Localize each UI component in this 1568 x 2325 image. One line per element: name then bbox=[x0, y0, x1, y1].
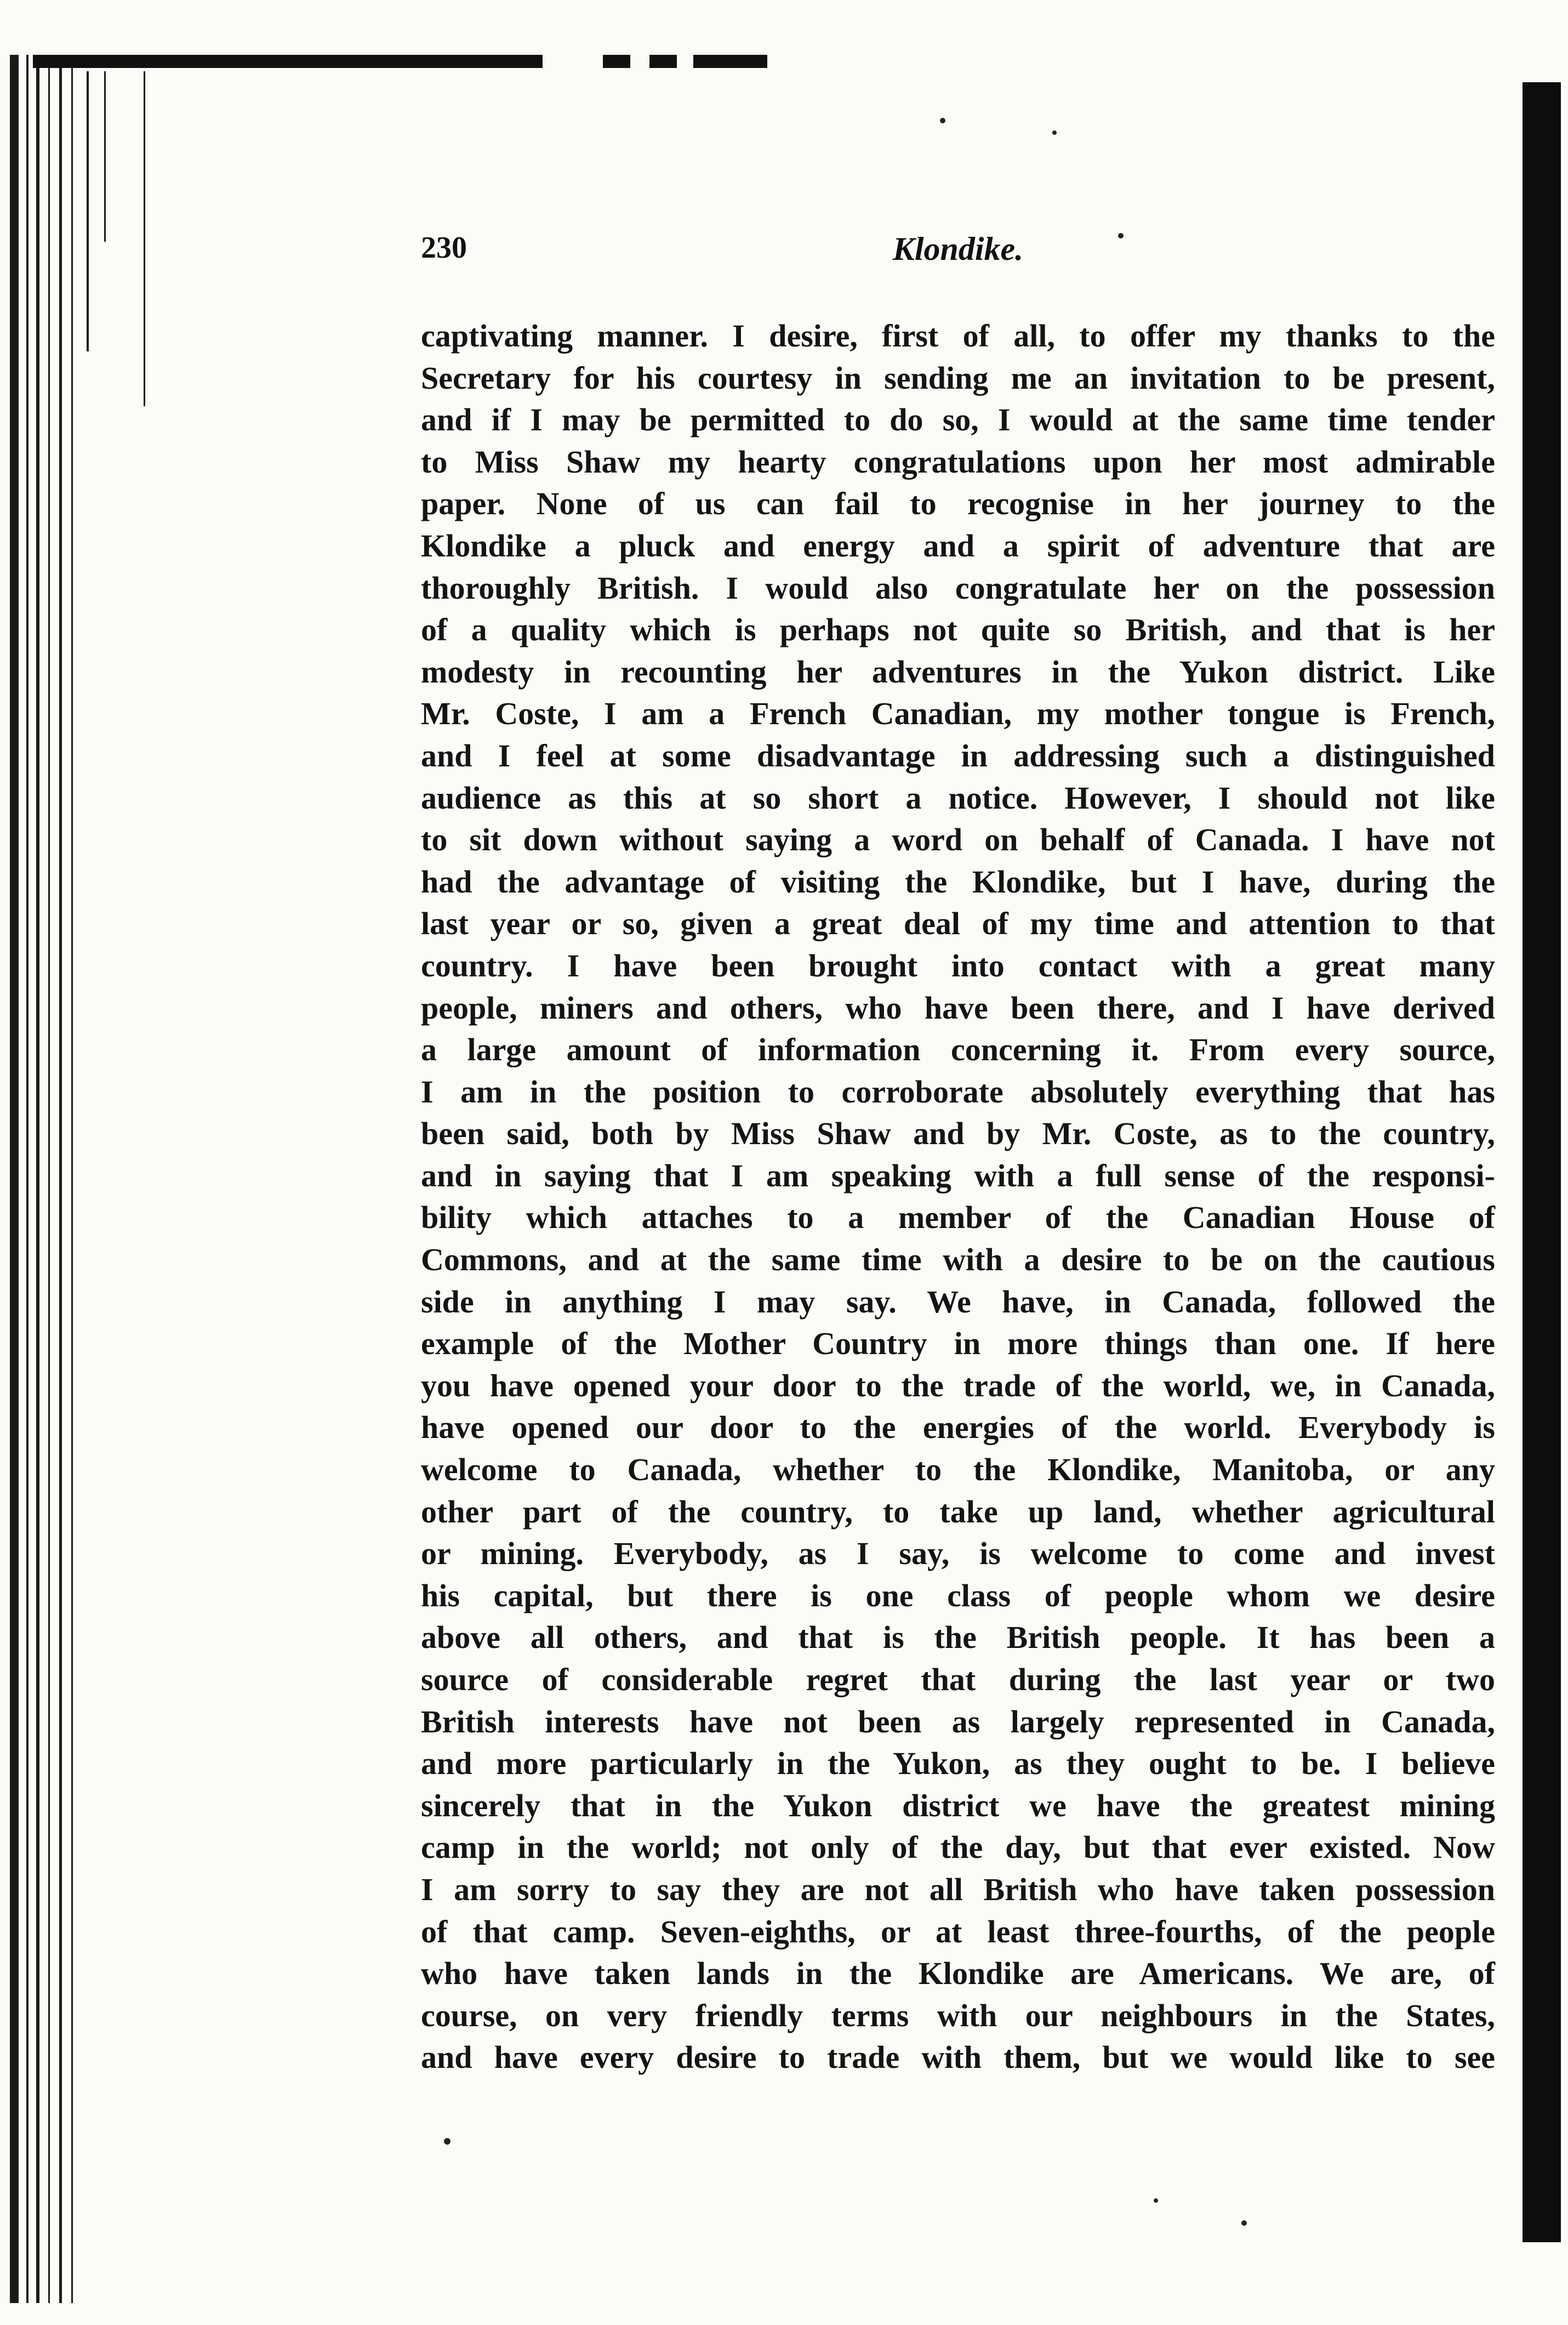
text-line: example of the Mother Country in more things than one. If here bbox=[421, 1326, 1495, 1362]
text-line: I am sorry to say they are not all British who have taken possession bbox=[421, 1871, 1495, 1907]
text-line: of a quality which is perhaps not quite so British, and that is her bbox=[421, 612, 1495, 648]
text-line: Mr. Coste, I am a French Canadian, my mother tongue is French, bbox=[421, 696, 1495, 732]
top-scan-rule-segment bbox=[603, 55, 630, 68]
page-number: 230 bbox=[421, 231, 467, 265]
text-line: side in anything I may say. We have, in Canada, followed the bbox=[421, 1283, 1495, 1320]
text-line: sincerely that in the Yukon district we have the greatest mining bbox=[421, 1787, 1495, 1823]
text-line: captivating manner. I desire, first of all, to offer my thanks to the bbox=[421, 318, 1495, 354]
text-line: bility which attaches to a member of the Canadian House of bbox=[421, 1200, 1495, 1236]
text-line: and more particularly in the Yukon, as they ought to be. I believe bbox=[421, 1746, 1495, 1782]
text-line: of that camp. Seven-eighths, or at least three-fourths, of the people bbox=[421, 1913, 1495, 1949]
text-line: and in saying that I am speaking with a full sense of the responsi- bbox=[421, 1157, 1495, 1193]
text-line: people, miners and others, who have been there, and I have derived bbox=[421, 990, 1495, 1026]
text-line: thoroughly British. I would also congratulate her on the possession bbox=[421, 570, 1495, 606]
text-line: course, on very friendly terms with our neighbours in the States, bbox=[421, 1997, 1495, 2033]
text-line: British interests have not been as largely represented in Canada, bbox=[421, 1703, 1495, 1740]
top-scan-rule bbox=[33, 55, 543, 68]
text-line: who have taken lands in the Klondike are Americans. We are, of bbox=[421, 1955, 1495, 1992]
ink-speck bbox=[1241, 2220, 1247, 2226]
text-line: and if I may be permitted to do so, I would at the same time tender bbox=[421, 402, 1495, 438]
top-scan-rule-segment bbox=[693, 55, 767, 68]
text-line: Secretary for his courtesy in sending me an invitation to be present, bbox=[421, 360, 1495, 396]
text-line: and have every desire to trade with them, but we would like to see bbox=[421, 2039, 1495, 2076]
text-line: to sit down without saying a word on behalf of Canada. I have not bbox=[421, 822, 1495, 858]
binding-edge bbox=[0, 0, 230, 2325]
text-line: source of considerable regret that during the last year or two bbox=[421, 1662, 1495, 1697]
text-line: had the advantage of visiting the Klondike, but I have, during the bbox=[421, 863, 1495, 900]
ink-speck bbox=[940, 118, 945, 123]
text-line: I am in the position to corroborate absolutely everything that has bbox=[421, 1073, 1495, 1110]
text-line: and I feel at some disadvantage in addressing such a distinguished bbox=[421, 737, 1495, 774]
text-line: you have opened your door to the trade of the world, we, in Canada, bbox=[421, 1367, 1495, 1403]
text-line: camp in the world; not only of the day, but that ever existed. Now bbox=[421, 1829, 1495, 1866]
body-text bbox=[421, 315, 1495, 2079]
ink-speck bbox=[1052, 130, 1057, 135]
text-line: audience as this at so short a notice. However, I should not like bbox=[421, 780, 1495, 816]
text-line: modesty in recounting her adventures in the Yukon district. Like bbox=[421, 653, 1495, 690]
running-head bbox=[421, 230, 1495, 280]
text-line: above all others, and that is the British people. It has been a bbox=[421, 1619, 1495, 1656]
text-line: paper. None of us can fail to recognise in her journey to the bbox=[421, 486, 1495, 522]
header-title: Klondike. bbox=[892, 231, 1024, 267]
text-line: his capital, but there is one class of people whom we desire bbox=[421, 1577, 1495, 1613]
ink-speck bbox=[444, 2138, 451, 2145]
ink-speck bbox=[1154, 2198, 1158, 2203]
text-line: to Miss Shaw my hearty congratulations upon her most admirable bbox=[421, 444, 1495, 480]
text-line: been said, both by Miss Shaw and by Mr. Coste, as to the country, bbox=[421, 1116, 1495, 1152]
text-line: other part of the country, to take up land, whether agricultural bbox=[421, 1493, 1495, 1530]
text-line: Klondike a pluck and energy and a spirit of adventure that are bbox=[421, 527, 1495, 564]
text-line: have opened our door to the energies of the world. Everybody is bbox=[421, 1409, 1495, 1446]
text-line: country. I have been brought into contact with a great many bbox=[421, 947, 1495, 984]
text-line: welcome to Canada, whether to the Klondike, Manitoba, or any bbox=[421, 1452, 1495, 1488]
text-line: last year or so, given a great deal of my time and attention to that bbox=[421, 906, 1495, 942]
text-line: a large amount of information concerning it. From every source, bbox=[421, 1032, 1495, 1068]
top-scan-rule-segment bbox=[649, 55, 677, 68]
text-line: Commons, and at the same time with a desire to be on the cautious bbox=[421, 1242, 1495, 1278]
text-line: or mining. Everybody, as I say, is welcome to come and invest bbox=[421, 1536, 1495, 1572]
right-scan-edge bbox=[1523, 82, 1561, 2242]
